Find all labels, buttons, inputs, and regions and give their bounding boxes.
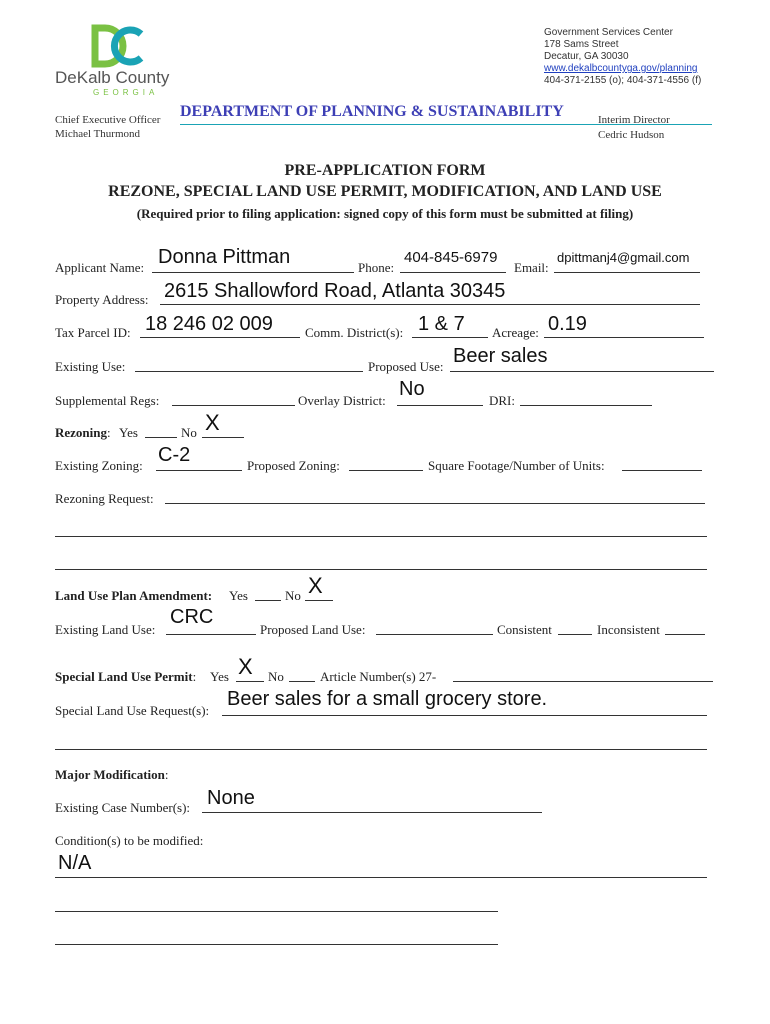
form-subtitle: REZONE, SPECIAL LAND USE PERMIT, MODIFICATION, AND LAND USE	[108, 183, 662, 200]
dc-monogram-icon	[55, 24, 185, 72]
rezoning-yes-line[interactable]	[145, 437, 177, 438]
overlay-district-value: No	[399, 378, 425, 400]
rezoning-no-mark: X	[205, 410, 220, 435]
applicant-name-line[interactable]	[152, 272, 354, 273]
supplemental-regs-line[interactable]	[172, 405, 295, 406]
slup-yes-label: Yes	[210, 669, 229, 684]
dekalb-logo	[55, 24, 185, 100]
director-title: Interim Director	[598, 114, 670, 126]
overlay-district-label: Overlay District:	[298, 393, 386, 408]
existing-use-label: Existing Use:	[55, 359, 126, 374]
slup-requests-label: Special Land Use Request(s):	[55, 703, 210, 718]
existing-case-numbers-line[interactable]	[202, 812, 542, 813]
comm-district-value: 1 & 7	[418, 313, 465, 335]
phone-label: Phone:	[358, 260, 395, 275]
land-use-no-mark: X	[308, 573, 323, 598]
conditions-line-2[interactable]	[55, 911, 498, 912]
conditions-line[interactable]	[55, 877, 707, 878]
proposed-use-line[interactable]	[450, 371, 714, 372]
phone-value: 404-845-6979	[404, 249, 498, 266]
proposed-zoning-label: Proposed Zoning:	[247, 458, 340, 473]
inconsistent-line[interactable]	[665, 634, 705, 635]
existing-land-use-label: Existing Land Use:	[55, 622, 156, 637]
consistent-label: Consistent	[497, 622, 552, 637]
ceo-title: Chief Executive Officer	[55, 114, 161, 126]
dri-label: DRI:	[489, 393, 515, 408]
form-title: PRE-APPLICATION FORM	[284, 162, 486, 179]
applicant-name-value: Donna Pittman	[158, 246, 291, 268]
department-title: DEPARTMENT OF PLANNING & SUSTAINABILITY	[180, 103, 564, 120]
property-address-line[interactable]	[160, 304, 700, 305]
dri-line[interactable]	[520, 405, 652, 406]
phone-fax: 404-371-2155 (o); 404-371-4556 (f)	[544, 75, 702, 86]
land-use-yes-label: Yes	[229, 588, 248, 603]
contact-block	[544, 27, 754, 87]
rezoning-request-line-3[interactable]	[55, 569, 707, 570]
tax-parcel-line[interactable]	[140, 337, 300, 338]
slup-no-label: No	[268, 669, 284, 684]
acreage-label: Acreage:	[492, 325, 539, 340]
property-address-label: Property Address:	[55, 292, 149, 307]
address-line: Decatur, GA 30030	[544, 51, 629, 62]
comm-district-line[interactable]	[412, 337, 488, 338]
rezoning-no-line[interactable]	[202, 437, 244, 438]
proposed-use-label: Proposed Use:	[368, 359, 444, 374]
land-use-no-line[interactable]	[305, 600, 333, 601]
proposed-zoning-line[interactable]	[349, 470, 423, 471]
property-address-value: 2615 Shallowford Road, Atlanta 30345	[164, 280, 506, 302]
sqft-units-label: Square Footage/Number of Units:	[428, 458, 605, 473]
proposed-use-value: Beer sales	[453, 345, 548, 367]
slup-label: Special Land Use Permit:	[55, 669, 197, 684]
land-use-yes-line[interactable]	[255, 600, 281, 601]
article-numbers-line[interactable]	[453, 681, 713, 682]
major-modification-label: Major Modification:	[55, 767, 169, 782]
director-name: Cedric Hudson	[598, 129, 665, 141]
email-label: Email:	[514, 260, 549, 275]
rezoning-request-label: Rezoning Request:	[55, 491, 154, 506]
email-value: dpittmanj4@gmail.com	[557, 250, 690, 265]
website-link[interactable]: www.dekalbcountyga.gov/planning	[544, 63, 698, 74]
land-use-amendment-label: Land Use Plan Amendment:	[55, 588, 213, 603]
acreage-line[interactable]	[544, 337, 704, 338]
rezoning-yes-label: Yes	[119, 425, 138, 440]
existing-zoning-line[interactable]	[156, 470, 242, 471]
conditions-line-3[interactable]	[55, 944, 498, 945]
existing-zoning-value: C-2	[158, 444, 191, 466]
inconsistent-label: Inconsistent	[597, 622, 660, 637]
applicant-name-label: Applicant Name:	[55, 260, 145, 275]
land-use-no-label: No	[285, 588, 301, 603]
tax-parcel-value: 18 246 02 009	[145, 313, 273, 335]
existing-case-numbers-label: Existing Case Number(s):	[55, 800, 191, 815]
slup-no-line[interactable]	[289, 681, 315, 682]
slup-yes-mark: X	[238, 654, 253, 679]
slup-requests-line[interactable]	[222, 715, 707, 716]
phone-line[interactable]	[400, 272, 506, 273]
rezoning-request-line-2[interactable]	[55, 536, 707, 537]
overlay-district-line[interactable]	[397, 405, 483, 406]
conditions-label: Condition(s) to be modified:	[55, 833, 204, 848]
rezoning-label: Rezoning:	[55, 425, 111, 440]
address-line: 178 Sams Street	[544, 39, 619, 50]
comm-district-label: Comm. District(s):	[305, 325, 404, 340]
consistent-line[interactable]	[558, 634, 592, 635]
supplemental-regs-label: Supplemental Regs:	[55, 393, 160, 408]
existing-case-numbers-value: None	[207, 787, 255, 809]
sqft-units-line[interactable]	[622, 470, 702, 471]
slup-yes-line[interactable]	[236, 681, 264, 682]
existing-land-use-line[interactable]	[166, 634, 256, 635]
rezoning-request-line[interactable]	[165, 503, 705, 504]
existing-zoning-label: Existing Zoning:	[55, 458, 143, 473]
tax-parcel-label: Tax Parcel ID:	[55, 325, 131, 340]
acreage-value: 0.19	[548, 313, 587, 335]
proposed-land-use-line[interactable]	[376, 634, 493, 635]
address-line: Government Services Center	[544, 27, 673, 38]
ceo-name: Michael Thurmond	[55, 128, 141, 140]
logo-text: DeKalb County	[55, 68, 170, 87]
form-instructions: (Required prior to filing application: signed copy of this form must be submitted at filing)	[136, 206, 634, 221]
slup-requests-value: Beer sales for a small grocery store.	[227, 688, 548, 710]
article-numbers-label: Article Number(s) 27-	[320, 669, 437, 684]
slup-requests-line-2[interactable]	[55, 749, 707, 750]
existing-use-line[interactable]	[135, 371, 363, 372]
existing-land-use-value: CRC	[170, 606, 214, 628]
logo-subtext: GEORGIA	[93, 88, 159, 97]
rezoning-no-label: No	[181, 425, 197, 440]
email-line[interactable]	[554, 272, 700, 273]
proposed-land-use-label: Proposed Land Use:	[260, 622, 366, 637]
conditions-value: N/A	[58, 852, 92, 874]
